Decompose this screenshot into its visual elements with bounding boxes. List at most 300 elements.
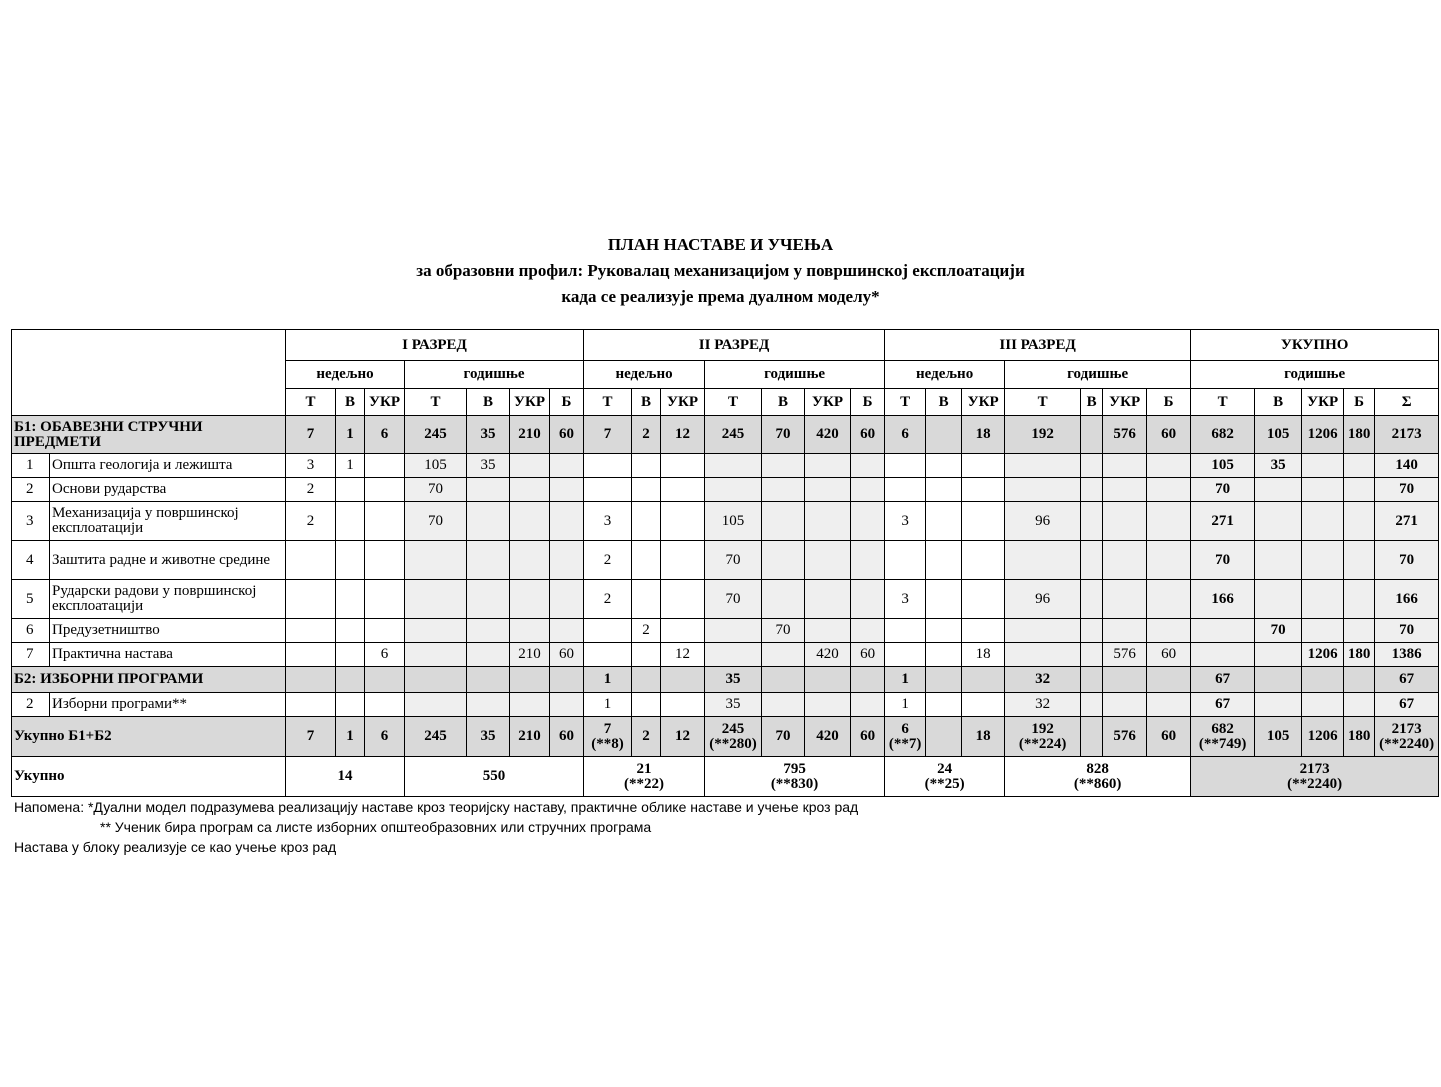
grand-total-g3-weekly: 24 (**25): [885, 757, 1005, 797]
total-b1-b2-row: [12, 717, 1439, 757]
page-subtitle: за образовни профил: Руковалац механизацијом у површинској експлоатацији: [416, 261, 1025, 280]
table-cell: [365, 541, 405, 580]
table-cell: [1147, 541, 1191, 580]
table-cell: 1: [885, 693, 926, 717]
table-cell: [705, 478, 762, 502]
table-cell: 180: [1344, 643, 1375, 667]
table-cell: [1005, 643, 1081, 667]
col-header: Т: [885, 389, 926, 416]
table-cell: [286, 667, 336, 693]
table-cell: [1081, 643, 1103, 667]
table-cell: [632, 693, 661, 717]
header-weekly: недељно: [584, 361, 705, 389]
table-cell: [510, 693, 550, 717]
table-cell: [405, 643, 467, 667]
table-cell: [365, 502, 405, 541]
table-cell: [632, 502, 661, 541]
table-cell: [1302, 502, 1344, 541]
table-cell: [1344, 693, 1375, 717]
table-cell: [805, 667, 851, 693]
table-cell: 60: [550, 416, 584, 454]
table-cell: [336, 667, 365, 693]
table-cell: [926, 502, 962, 541]
table-cell: [467, 478, 510, 502]
table-cell: [1081, 580, 1103, 619]
table-cell: 32: [1005, 693, 1081, 717]
table-cell: 35: [705, 693, 762, 717]
table-cell: 271: [1191, 502, 1255, 541]
col-header: Σ: [1375, 389, 1439, 416]
table-cell: 6: [365, 643, 405, 667]
table-cell: [584, 454, 632, 478]
table-cell: [1191, 643, 1255, 667]
total-b1-b2-label: Укупно Б1+Б2: [12, 717, 286, 757]
table-cell: [762, 667, 805, 693]
col-header: УКР: [510, 389, 550, 416]
table-cell: [1147, 693, 1191, 717]
col-header: Т: [705, 389, 762, 416]
table-cell: [1103, 454, 1147, 478]
header-grade-3: III РАЗРЕД: [885, 330, 1191, 361]
header-corner: [12, 330, 286, 416]
table-row: [12, 478, 1439, 502]
table-cell: [510, 478, 550, 502]
table-cell: [926, 454, 962, 478]
table-cell: 60: [1147, 416, 1191, 454]
table-cell: [510, 619, 550, 643]
table-cell: [286, 693, 336, 717]
table-cell: [805, 619, 851, 643]
curriculum-table: [11, 329, 1439, 797]
table-cell: 7 (**8): [584, 717, 632, 757]
grand-total-section: [12, 757, 1439, 797]
table-cell: 2: [632, 619, 661, 643]
subject-name: Основи рударства: [50, 478, 286, 502]
table-cell: [467, 667, 510, 693]
table-cell: [365, 667, 405, 693]
table-row: [12, 643, 1439, 667]
row-number: 5: [12, 580, 50, 619]
col-header: Т: [405, 389, 467, 416]
grand-total-g1-weekly: 14: [286, 757, 405, 797]
table-cell: [1344, 541, 1375, 580]
col-header: В: [1081, 389, 1103, 416]
table-cell: [336, 643, 365, 667]
table-cell: [467, 643, 510, 667]
table-row: [12, 541, 1439, 580]
section-label: Б1: ОБАВЕЗНИ СТРУЧНИ ПРЕДМЕТИ: [12, 416, 286, 454]
table-cell: 105: [1255, 416, 1302, 454]
table-cell: [926, 580, 962, 619]
table-cell: [1191, 619, 1255, 643]
table-cell: 166: [1191, 580, 1255, 619]
table-cell: [632, 580, 661, 619]
table-cell: [632, 643, 661, 667]
table-cell: 105: [405, 454, 467, 478]
table-cell: [584, 619, 632, 643]
col-header: Б: [1147, 389, 1191, 416]
table-cell: 67: [1191, 667, 1255, 693]
table-cell: [926, 416, 962, 454]
table-cell: [632, 454, 661, 478]
table-cell: 1386: [1375, 643, 1439, 667]
table-cell: 105: [705, 502, 762, 541]
table-cell: [1302, 580, 1344, 619]
table-cell: 3: [885, 502, 926, 541]
table-cell: [1147, 619, 1191, 643]
table-cell: [336, 580, 365, 619]
table-cell: [405, 693, 467, 717]
table-cell: 60: [1147, 717, 1191, 757]
table-cell: [632, 478, 661, 502]
grand-total-sum: 2173 (**2240): [1191, 757, 1439, 797]
table-cell: [632, 541, 661, 580]
table-cell: 35: [705, 667, 762, 693]
header-yearly: годишње: [705, 361, 885, 389]
table-cell: [1081, 416, 1103, 454]
table-cell: 192 (**224): [1005, 717, 1081, 757]
subject-name: Изборни програми**: [50, 693, 286, 717]
table-cell: 210: [510, 643, 550, 667]
table-cell: 70: [405, 478, 467, 502]
header-total: УКУПНО: [1191, 330, 1439, 361]
table-cell: [962, 667, 1005, 693]
header-weekly: недељно: [286, 361, 405, 389]
table-cell: 245: [405, 717, 467, 757]
table-cell: 140: [1375, 454, 1439, 478]
col-header: УКР: [1302, 389, 1344, 416]
grand-total-g1-yearly: 550: [405, 757, 584, 797]
table-row: [12, 502, 1439, 541]
table-cell: [286, 643, 336, 667]
table-cell: [962, 541, 1005, 580]
table-cell: [805, 454, 851, 478]
table-cell: [550, 478, 584, 502]
row-number: 1: [12, 454, 50, 478]
table-cell: 70: [1375, 619, 1439, 643]
col-header: В: [762, 389, 805, 416]
table-cell: 7: [584, 416, 632, 454]
table-cell: [926, 619, 962, 643]
table-cell: [926, 541, 962, 580]
subject-name: Механизација у површинској експлоатацији: [50, 502, 286, 541]
table-cell: 7: [286, 717, 336, 757]
table-cell: [1147, 667, 1191, 693]
table-cell: 60: [851, 643, 885, 667]
table-cell: [885, 619, 926, 643]
table-cell: 2173 (**2240): [1375, 717, 1439, 757]
table-cell: [926, 693, 962, 717]
row-number: 7: [12, 643, 50, 667]
section-label: Б2: ИЗБОРНИ ПРОГРАМИ: [12, 667, 286, 693]
table-cell: 420: [805, 643, 851, 667]
table-cell: [1255, 643, 1302, 667]
row-number: 2: [12, 478, 50, 502]
table-row: [12, 454, 1439, 478]
table-cell: 1: [584, 667, 632, 693]
table-cell: [286, 580, 336, 619]
table-cell: [705, 619, 762, 643]
header-yearly: годишње: [1005, 361, 1191, 389]
table-cell: [962, 454, 1005, 478]
table-cell: [1255, 478, 1302, 502]
table-cell: 166: [1375, 580, 1439, 619]
table-cell: 96: [1005, 580, 1081, 619]
table-cell: [851, 667, 885, 693]
col-header: Б: [550, 389, 584, 416]
table-cell: [661, 619, 705, 643]
table-cell: [405, 541, 467, 580]
table-cell: [467, 580, 510, 619]
table-cell: 3: [584, 502, 632, 541]
header-yearly: годишње: [405, 361, 584, 389]
grand-total-g2-yearly: 795 (**830): [705, 757, 885, 797]
table-cell: [705, 643, 762, 667]
footnote-1: Напомена: *Дуални модел подразумева реализацију наставе кроз теоријску наставу, практичне облике наставе и учење кроз рад: [14, 799, 859, 815]
table-cell: [885, 541, 926, 580]
table-cell: 6: [365, 717, 405, 757]
col-header: Б: [851, 389, 885, 416]
table-cell: [550, 541, 584, 580]
table-cell: [851, 619, 885, 643]
table-cell: 1: [336, 717, 365, 757]
table-cell: [365, 478, 405, 502]
table-cell: 1206: [1302, 643, 1344, 667]
col-header: Т: [286, 389, 336, 416]
table-cell: [805, 478, 851, 502]
row-number: 3: [12, 502, 50, 541]
table-cell: 18: [962, 717, 1005, 757]
subject-name: Рударски радови у површинској експлоатацији: [50, 580, 286, 619]
table-cell: 6: [885, 416, 926, 454]
table-cell: 2: [632, 416, 661, 454]
table-cell: [1103, 693, 1147, 717]
table-cell: [1005, 478, 1081, 502]
table-cell: [661, 502, 705, 541]
table-cell: [1344, 667, 1375, 693]
table-row: [12, 619, 1439, 643]
table-cell: [1255, 667, 1302, 693]
table-cell: [1081, 478, 1103, 502]
table-cell: [584, 478, 632, 502]
table-cell: 6: [365, 416, 405, 454]
subject-name: Заштита радне и животне средине: [50, 541, 286, 580]
table-cell: [365, 580, 405, 619]
subject-name: Општа геологија и лежишта: [50, 454, 286, 478]
table-cell: 35: [467, 416, 510, 454]
table-cell: [762, 502, 805, 541]
table-cell: [705, 454, 762, 478]
table-cell: 35: [467, 454, 510, 478]
table-cell: [1147, 478, 1191, 502]
table-cell: [1255, 502, 1302, 541]
col-header: УКР: [1103, 389, 1147, 416]
table-cell: [851, 541, 885, 580]
table-cell: 18: [962, 416, 1005, 454]
table-cell: [365, 619, 405, 643]
header-grade-1: I РАЗРЕД: [286, 330, 584, 361]
table-cell: 67: [1375, 667, 1439, 693]
table-cell: 2: [632, 717, 661, 757]
table-cell: 70: [1191, 541, 1255, 580]
table-cell: 70: [762, 416, 805, 454]
table-cell: [1302, 693, 1344, 717]
table-cell: [1255, 580, 1302, 619]
table-cell: [851, 478, 885, 502]
table-cell: [584, 643, 632, 667]
row-number: 4: [12, 541, 50, 580]
table-cell: [365, 693, 405, 717]
table-cell: 67: [1375, 693, 1439, 717]
col-header: В: [467, 389, 510, 416]
table-cell: [1302, 478, 1344, 502]
table-cell: 70: [705, 541, 762, 580]
table-cell: 70: [1191, 478, 1255, 502]
table-cell: 3: [286, 454, 336, 478]
table-cell: 70: [1375, 541, 1439, 580]
table-cell: 1: [584, 693, 632, 717]
table-cell: 60: [851, 717, 885, 757]
table-cell: [336, 541, 365, 580]
table-cell: [510, 541, 550, 580]
row-number: 2: [12, 693, 50, 717]
table-cell: 271: [1375, 502, 1439, 541]
table-cell: [762, 478, 805, 502]
grand-total-g3-yearly: 828 (**860): [1005, 757, 1191, 797]
row-number: 6: [12, 619, 50, 643]
table-cell: 60: [550, 643, 584, 667]
table-cell: [962, 478, 1005, 502]
table-cell: [1302, 454, 1344, 478]
header-weekly: недељно: [885, 361, 1005, 389]
table-cell: [851, 693, 885, 717]
table-cell: [762, 454, 805, 478]
table-cell: [1081, 454, 1103, 478]
table-cell: [467, 693, 510, 717]
table-cell: [1302, 667, 1344, 693]
table-cell: [762, 541, 805, 580]
table-cell: [1081, 541, 1103, 580]
table-cell: [1103, 580, 1147, 619]
table-cell: [365, 454, 405, 478]
table-cell: [1302, 541, 1344, 580]
table-cell: [467, 619, 510, 643]
table-cell: 576: [1103, 643, 1147, 667]
table-cell: [661, 667, 705, 693]
table-cell: [1344, 502, 1375, 541]
table-cell: [1081, 502, 1103, 541]
table-cell: 576: [1103, 416, 1147, 454]
table-cell: [550, 693, 584, 717]
table-cell: [661, 693, 705, 717]
table-cell: [405, 619, 467, 643]
col-header: УКР: [805, 389, 851, 416]
table-cell: 32: [1005, 667, 1081, 693]
table-cell: 576: [1103, 717, 1147, 757]
table-cell: [851, 502, 885, 541]
table-cell: [1005, 454, 1081, 478]
table-cell: [1103, 502, 1147, 541]
table-cell: [885, 454, 926, 478]
table-cell: 70: [762, 619, 805, 643]
table-cell: 1206: [1302, 717, 1344, 757]
section-row: [12, 667, 1439, 693]
col-header: УКР: [661, 389, 705, 416]
table-cell: 682 (**749): [1191, 717, 1255, 757]
subject-name: Практична настава: [50, 643, 286, 667]
table-cell: [1081, 717, 1103, 757]
table-cell: 70: [762, 717, 805, 757]
table-cell: [510, 454, 550, 478]
table-cell: [1103, 667, 1147, 693]
table-row: [12, 693, 1439, 717]
table-cell: [405, 580, 467, 619]
table-cell: [962, 693, 1005, 717]
table-cell: 60: [1147, 643, 1191, 667]
table-cell: [1344, 619, 1375, 643]
table-cell: 6 (**7): [885, 717, 926, 757]
table-cell: 682: [1191, 416, 1255, 454]
header-yearly: годишње: [1191, 361, 1439, 389]
table-cell: [1344, 454, 1375, 478]
table-cell: 2: [286, 502, 336, 541]
table-cell: [962, 580, 1005, 619]
grand-total-row: [12, 757, 1439, 797]
table-cell: [336, 619, 365, 643]
table-cell: [550, 454, 584, 478]
table-cell: 35: [467, 717, 510, 757]
grand-total-g2-weekly: 21 (**22): [584, 757, 705, 797]
footnote-3: Настава у блоку реализује се као учење кроз рад: [14, 839, 337, 855]
table-cell: 1206: [1302, 416, 1344, 454]
table-cell: [926, 717, 962, 757]
col-header: УКР: [962, 389, 1005, 416]
table-cell: 180: [1344, 416, 1375, 454]
table-cell: 3: [885, 580, 926, 619]
table-cell: 60: [851, 416, 885, 454]
table-cell: 105: [1255, 717, 1302, 757]
footnote-2: ** Ученик бира програм са листе изборних општеобразовних или стручних програма: [100, 819, 652, 835]
table-cell: 420: [805, 717, 851, 757]
table-cell: [336, 502, 365, 541]
subject-name: Предузетништво: [50, 619, 286, 643]
table-cell: [632, 667, 661, 693]
table-cell: 180: [1344, 717, 1375, 757]
table-cell: [661, 478, 705, 502]
table-cell: [467, 502, 510, 541]
table-cell: 12: [661, 717, 705, 757]
table-cell: [1147, 502, 1191, 541]
table-cell: [510, 502, 550, 541]
header-row-grades: [12, 330, 1439, 361]
table-cell: [1103, 541, 1147, 580]
table-cell: 2: [584, 580, 632, 619]
table-cell: 96: [1005, 502, 1081, 541]
table-cell: [1255, 541, 1302, 580]
table-cell: [510, 667, 550, 693]
header-grade-2: II РАЗРЕД: [584, 330, 885, 361]
table-cell: [510, 580, 550, 619]
table-cell: 60: [550, 717, 584, 757]
table-cell: 2173: [1375, 416, 1439, 454]
table-cell: 35: [1255, 454, 1302, 478]
table-cell: [1081, 693, 1103, 717]
table-cell: [1081, 667, 1103, 693]
table-cell: [550, 580, 584, 619]
table-cell: [885, 643, 926, 667]
table-cell: [1103, 619, 1147, 643]
table-cell: 70: [1255, 619, 1302, 643]
